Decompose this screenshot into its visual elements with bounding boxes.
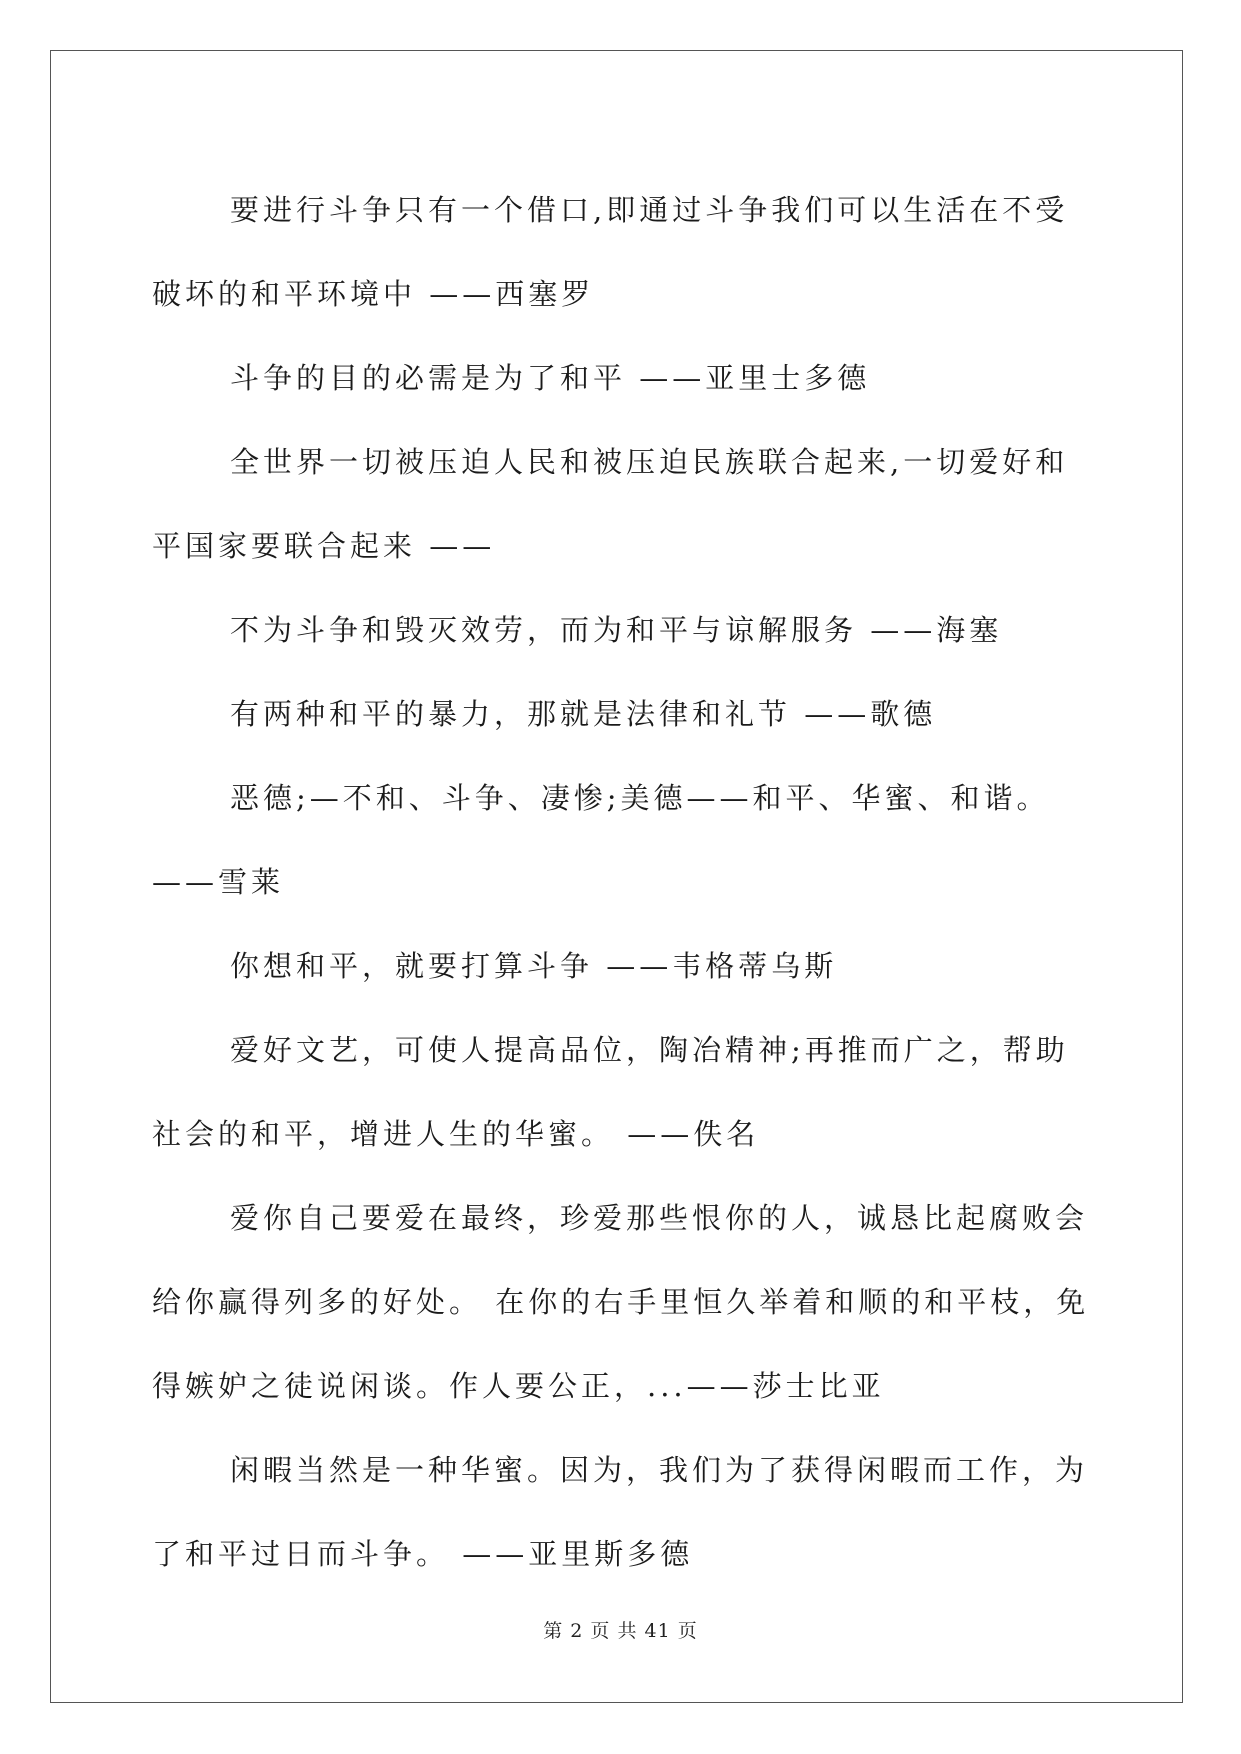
- paragraph: 爱你自己要爱在最终，珍爱那些恨你的人，诚恳比起腐败会给你赢得列多的好处。 在你的右手里恒久举着和顺的和平枝，免得嫉妒之徒说闲谈。作人要公正，...——莎士比亚: [152, 1201, 1090, 1403]
- paragraph: 恶德;—不和、斗争、凄惨;美德——和平、华蜜、和谐。 ——雪莱: [152, 781, 1063, 899]
- paragraph: 要进行斗争只有一个借口,即通过斗争我们可以生活在不受破坏的和平环境中 ——西塞罗: [152, 193, 1069, 311]
- paragraph: 有两种和平的暴力，那就是法律和礼节 ——歌德: [230, 697, 937, 731]
- paragraph: 不为斗争和毁灭效劳，而为和平与谅解服务 ——海塞: [230, 613, 1003, 647]
- page-number-footer: 第 2 页 共 41 页: [543, 1620, 698, 1642]
- paragraph: 斗争的目的必需是为了和平 ——亚里士多德: [230, 361, 871, 395]
- paragraph: 闲暇当然是一种华蜜。因为，我们为了获得闲暇而工作，为了和平过日而斗争。 ——亚里斯多德: [152, 1453, 1089, 1571]
- paragraph: 你想和平，就要打算斗争 ——韦格蒂乌斯: [230, 949, 838, 983]
- document-body: [152, 168, 1092, 1596]
- paragraph: 爱好文艺，可使人提高品位，陶冶精神;再推而广之，帮助社会的和平，增进人生的华蜜。 ——佚名: [152, 1033, 1069, 1151]
- paragraph: 全世界一切被压迫人民和被压迫民族联合起来,一切爱好和平国家要联合起来 ——: [152, 445, 1069, 563]
